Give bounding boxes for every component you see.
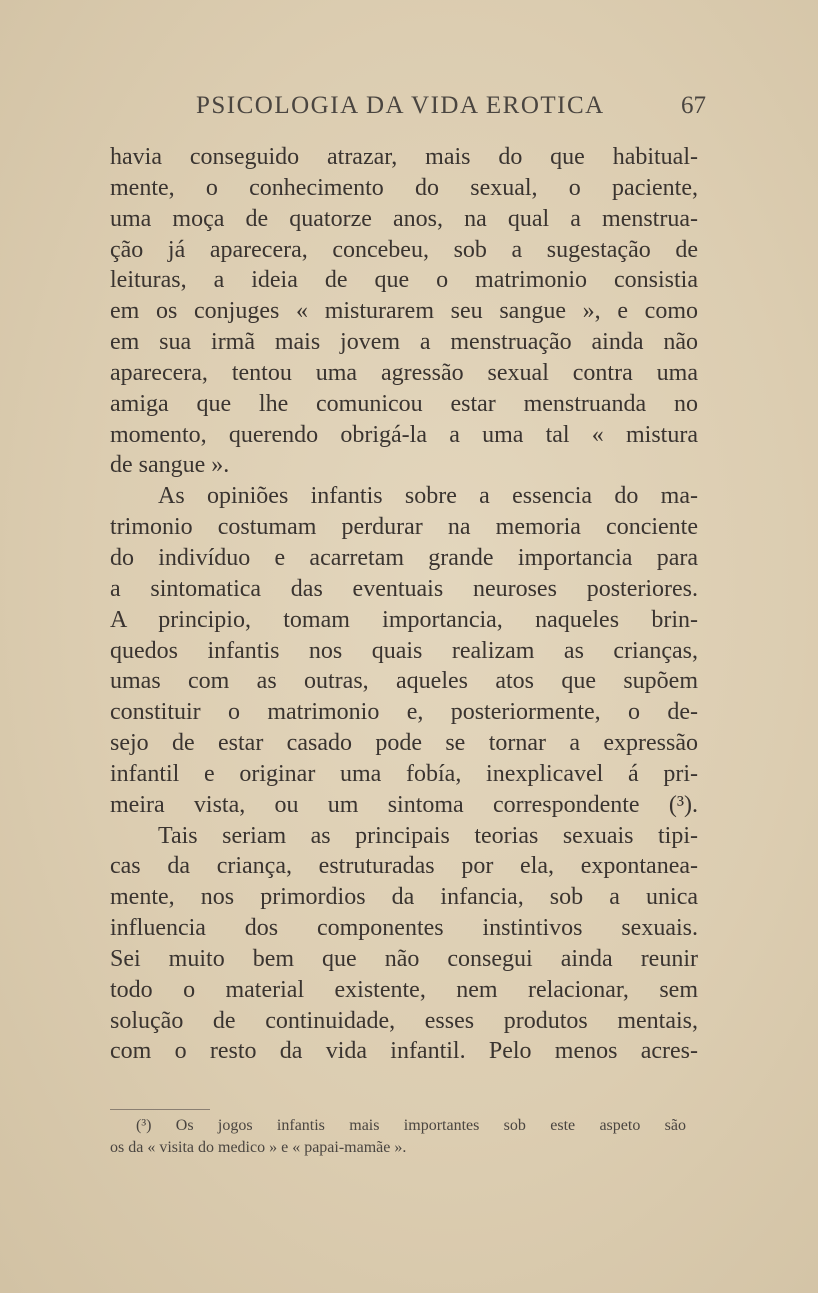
text-line: influencia dos componentes instintivos sexuais.: [110, 915, 698, 942]
text-line: As opiniões infantis sobre a essencia do ma-: [158, 483, 698, 510]
text-line: de sangue ».: [110, 452, 230, 479]
text-line: em os conjuges « misturarem seu sangue », e como: [110, 298, 698, 325]
text-line: sejo de estar casado pode se tornar a expressão: [110, 730, 698, 757]
page-header: [196, 92, 706, 128]
text-line: cas da criança, estruturadas por ela, expontanea-: [110, 853, 698, 880]
text-line: aparecera, tentou uma agressão sexual contra uma: [110, 359, 698, 386]
text-line: a sintomatica das eventuais neuroses posteriores.: [110, 575, 698, 602]
text-line: solução de continuidade, esses produtos mentais,: [110, 1007, 698, 1034]
text-line: quedos infantis nos quais realizam as crianças,: [110, 637, 698, 664]
text-line: leituras, a ideia de que o matrimonio consistia: [110, 267, 698, 294]
text-line: meira vista, ou um sintoma correspondente (³).: [110, 791, 698, 818]
text-line: A principio, tomam importancia, naqueles brin-: [110, 606, 698, 633]
footnote-line: (³) Os jogos infantis mais importantes sob este aspeto são: [136, 1117, 686, 1134]
text-line: todo o material existente, nem relacionar, sem: [110, 976, 698, 1003]
text-line: infantil e originar uma fobía, inexplicavel á pri-: [110, 760, 698, 787]
text-line: Tais seriam as principais teorias sexuais tipi-: [158, 822, 698, 849]
text-line: amiga que lhe comunicou estar menstruanda no: [110, 390, 698, 417]
text-line: do indivíduo e acarretam grande importancia para: [110, 544, 698, 571]
text-line: uma moça de quatorze anos, na qual a menstrua-: [110, 205, 698, 232]
body-text: [110, 142, 698, 1067]
text-line: mente, nos primordios da infancia, sob a unica: [110, 884, 698, 911]
text-line: trimonio costumam perdurar na memoria conciente: [110, 514, 698, 541]
text-line: Sei muito bem que não consegui ainda reunir: [110, 945, 698, 972]
text-line: havia conseguido atrazar, mais do que habitual-: [110, 144, 698, 170]
footnote-divider: [110, 1109, 210, 1110]
footnotes: [110, 1115, 686, 1159]
text-line: momento, querendo obrigá-la a uma tal « mistura: [110, 421, 698, 448]
text-line: com o resto da vida infantil. Pelo menos acres-: [110, 1038, 698, 1065]
text-line: umas com as outras, aqueles atos que supõem: [110, 668, 698, 695]
text-line: mente, o conhecimento do sexual, o paciente,: [110, 174, 698, 201]
text-line: ção já aparecera, concebeu, sob a sugestação de: [110, 236, 698, 263]
text-line: constituir o matrimonio e, posteriormente, o de-: [110, 699, 698, 726]
footnote-line: os da « visita do medico » e « papai-mamãe ».: [110, 1139, 407, 1156]
page-number: 67: [681, 92, 706, 119]
text-line: em sua irmã mais jovem a menstruação ainda não: [110, 329, 698, 356]
running-title: PSICOLOGIA DA VIDA EROTICA: [196, 92, 605, 119]
